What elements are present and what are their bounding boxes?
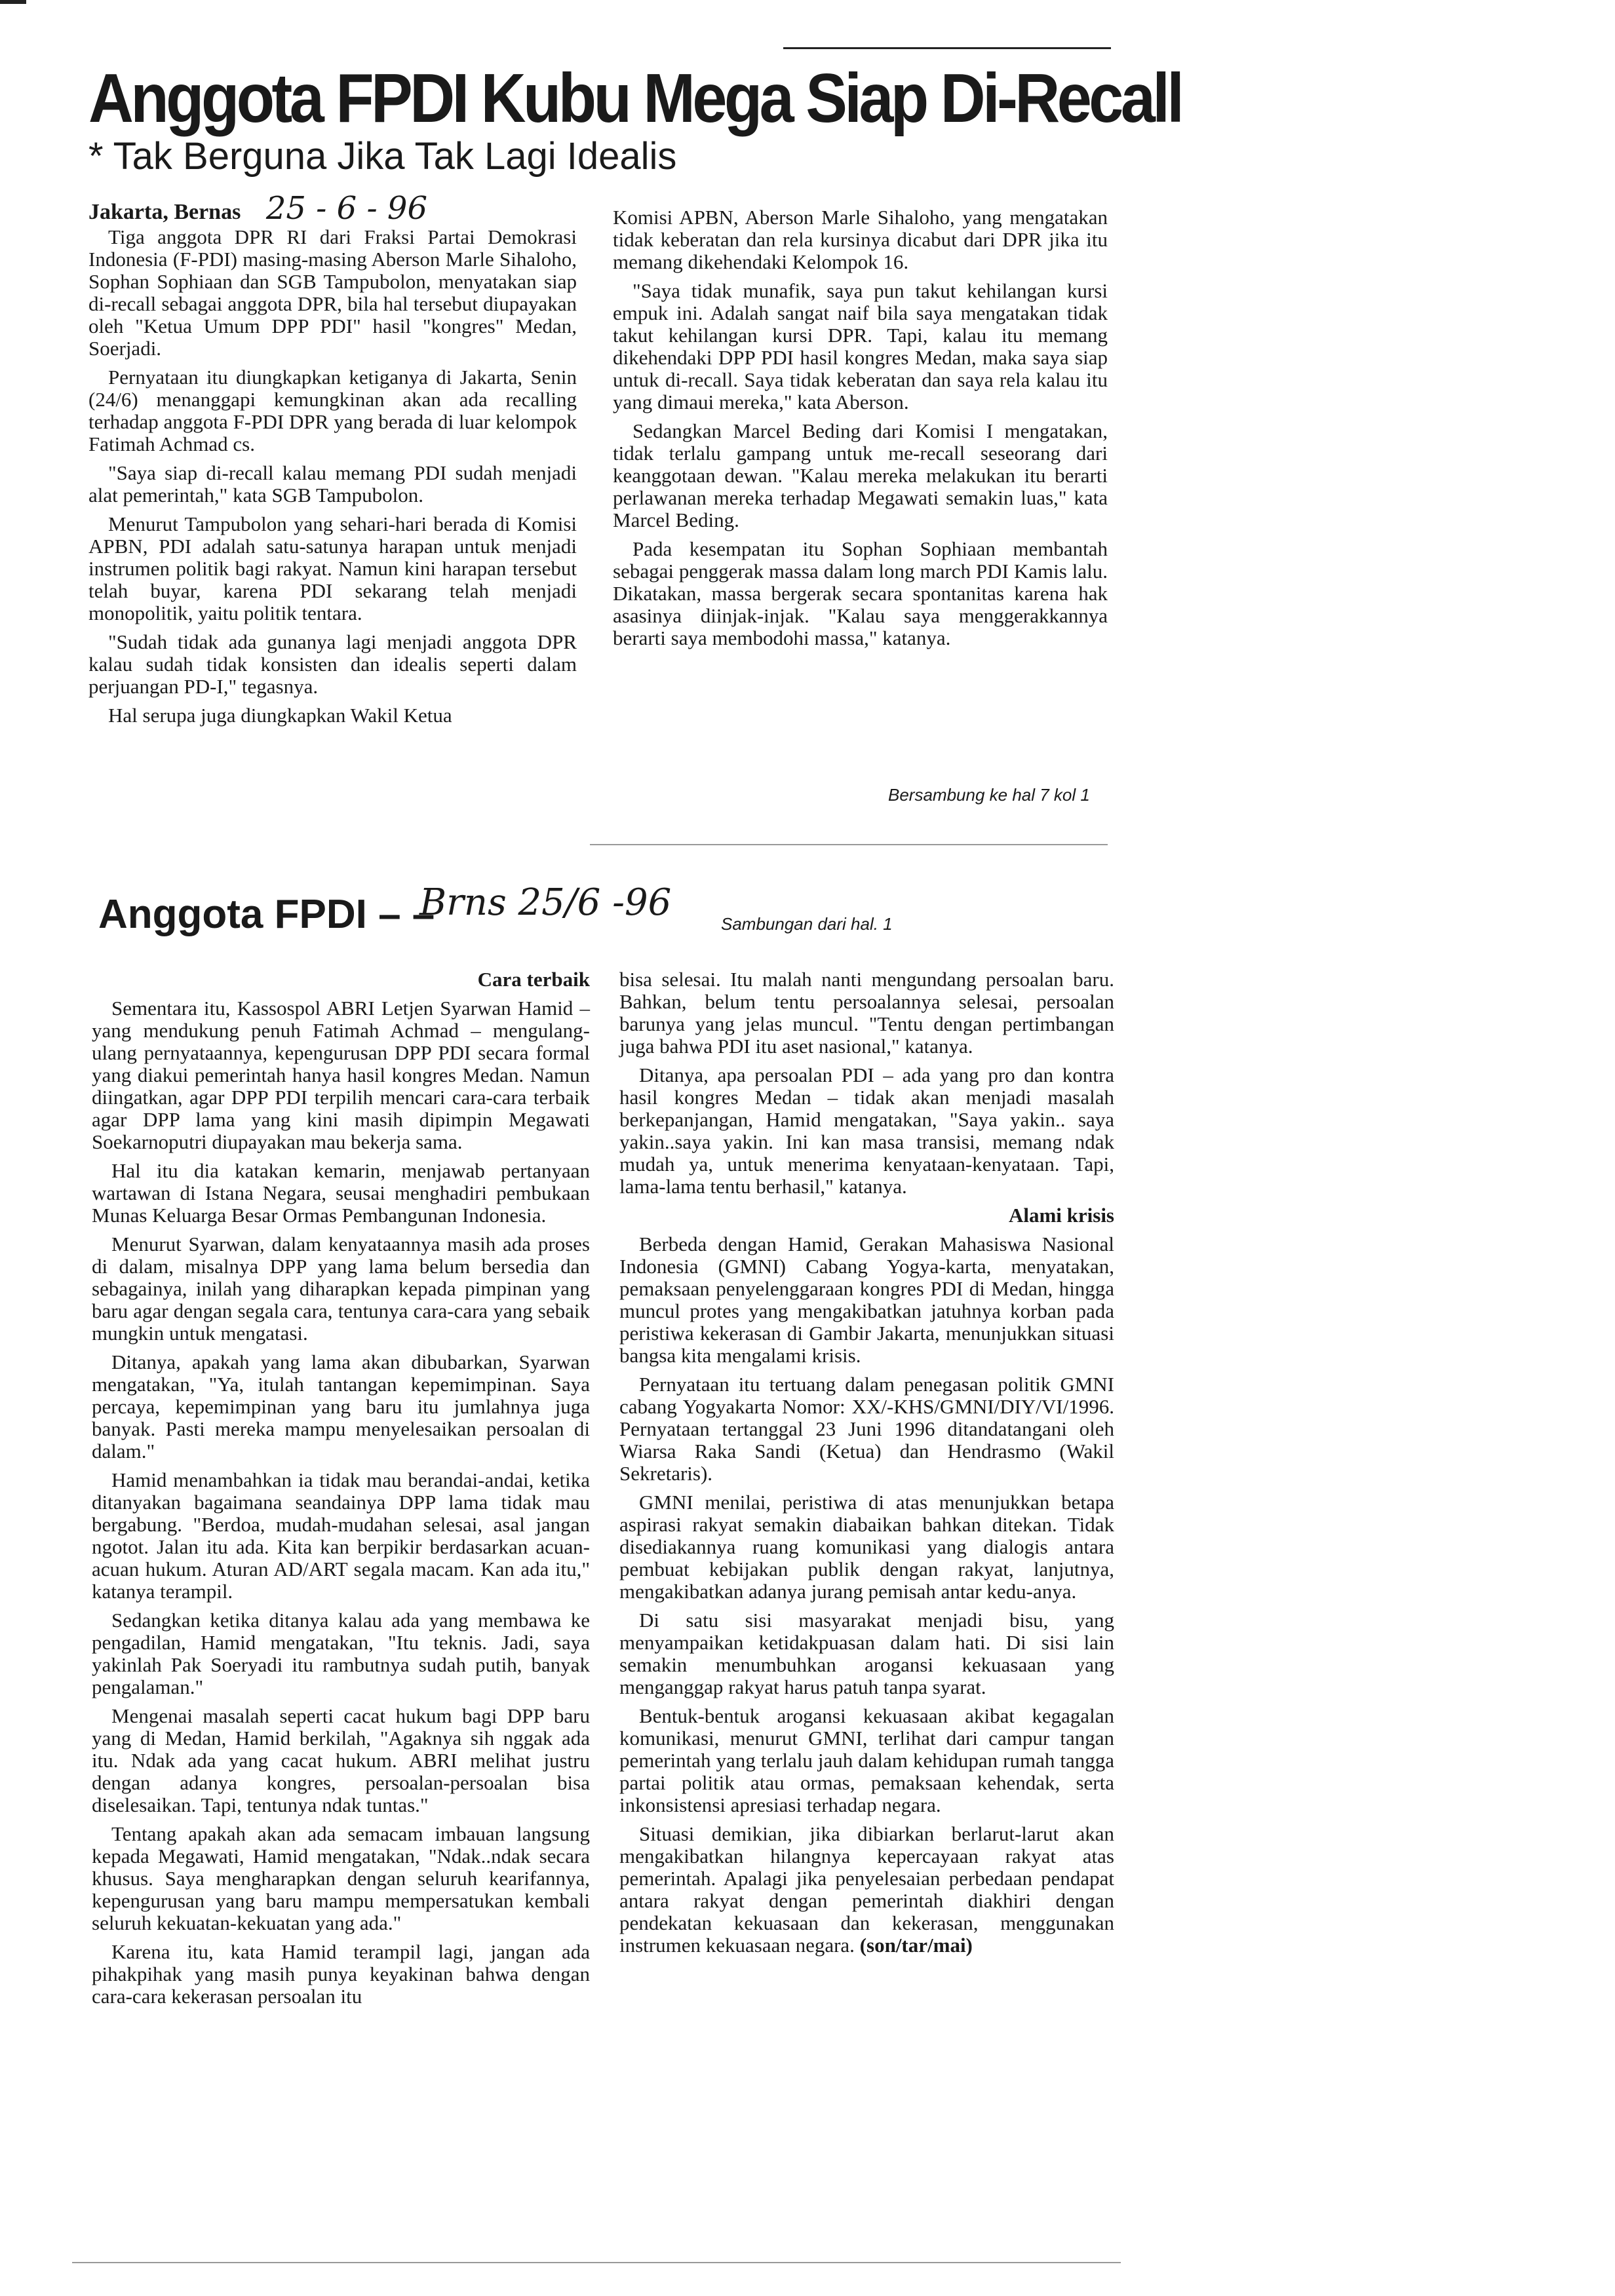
last-paragraph: [619, 1823, 1114, 1957]
paragraph: bisa selesai. Itu malah nanti mengundang persoalan baru. Bahkan, belum tentu persoalannya selesai, persoalan barunya yang jelas muncul. "Tentu dengan pertimbangan juga bahwa PDI itu aset nasional," katanya.: [619, 968, 1114, 1058]
paragraph: Tentang apakah akan ada semacam imbauan langsung kepada Megawati, Hamid mengatakan, "Ndak..ndak secara khusus. Saya mengharapkan dengan seluruh kearifannya, kepengurusan yang baru mampu mempersatukan kembali seluruh kekuatan-kekuatan yang ada.": [92, 1822, 590, 1934]
paragraph: Ditanya, apakah yang lama akan dibubarkan, Syarwan mengatakan, "Ya, itulah tantangan kepemimpinan. Saya percaya, kepemimpinan yang baru itu jumlahnya juga banyak. Pasti mereka mampu menyelesaikan persoalan di dalam.": [92, 1350, 590, 1463]
paragraph: Hamid menambahkan ia tidak mau berandai-andai, ketika ditanyakan bagaimana seandainya DPP lama tidak mau bergabung. "Berdoa, mudah-mudahan selesai, asal jangan ngotot. Jalan itu ada. Kita kan berpikir berdasarkan acuan-acuan hukum. Aturan AD/ART segala macam. Kan ada itu," katanya terampil.: [92, 1468, 590, 1603]
continuation-headline: Anggota FPDI – –: [98, 892, 435, 937]
paragraph: Mengenai masalah seperti cacat hukum bagi DPP baru yang di Medan, Hamid berkilah, "Agaknya sih nggak ada itu. Ndak ada yang cacat hukum. ABRI melihat justru dengan adanya kongres, persoalan-persoalan bisa diselesaikan. Tapi, tentunya ndak tuntas.": [92, 1704, 590, 1816]
corner-mark: [0, 0, 26, 4]
paragraph: Ditanya, apa persoalan PDI – ada yang pro dan kontra hasil kongres Medan – tidak akan menjadi masalah berkepanjangan, Hamid mengatakan, "Saya yakin.. saya yakin..saya yakin. Ini kan masa transisi, memang ndak mudah ya, untuk menerima kenyataan-kenyataan. Tapi, lama-lama tentu berhasil," katanya.: [619, 1063, 1114, 1198]
paragraph: Menurut Syarwan, dalam kenyataannya masih ada proses di dalam, misalnya DPP yang lama belum bersedia dan sebagainya, inilah yang diharapkan kepada pimpinan yang baru agar dengan segala cara, tentunya cara-cara yang sebaik mungkin untuk mengatasi.: [92, 1233, 590, 1345]
paragraph: Sedangkan ketika ditanya kalau ada yang membawa ke pengadilan, Hamid mengatakan, "Itu teknis. Jadi, saya yakinlah Pak Soeryadi itu rambutnya sudah putih, banyak pengalaman.": [92, 1609, 590, 1698]
dateline-row: [88, 190, 427, 227]
dateline: Jakarta, Bernas: [88, 200, 241, 224]
article2-column-2: [619, 968, 1114, 1963]
top-rule: [783, 47, 1111, 49]
paragraph: Bentuk-bentuk arogansi kekuasaan akibat kegagalan komunikasi, menurut GMNI, terlihat dari campur tangan pemerintah yang terlalu jauh dalam kehidupan rumah tangga partai politik atau ormas, pemaksaan kehendak, serta inkonsistensi apresiasi terhadap negara.: [619, 1704, 1114, 1816]
paragraph: GMNI menilai, peristiwa di atas menunjukkan betapa aspirasi rakyat semakin diabaikan bahkan ditekan. Tidak disediakannya ruang komunikasi yang dialogis antara pembuat kebijakan publik dengan rakyat, lanjutnya, mengakibatkan adanya jurang pemisah antar kedu-anya.: [619, 1491, 1114, 1603]
continued-note: Bersambung ke hal 7 kol 1: [888, 785, 1090, 805]
paragraph: Komisi APBN, Aberson Marle Sihaloho, yang mengatakan tidak keberatan dan rela kursinya dicabut dari DPR jika itu memang dikehendaki Kelompok 16.: [613, 206, 1108, 273]
paragraph: Pernyataan itu tertuang dalam penegasan politik GMNI cabang Yogyakarta Nomor: XX/-KHS/GMNI/DIY/VI/1996. Pernyataan tertanggal 23 Juni 1996 ditandatangani oleh Wiarsa Raka Sandi (Ketua) dan Hendrasmo (Wakil Sekretaris).: [619, 1373, 1114, 1485]
article1-column-2: [613, 206, 1108, 656]
signoff: (son/tar/mai): [859, 1934, 973, 1957]
paragraph: "Saya siap di-recall kalau memang PDI sudah menjadi alat pemerintah," kata SGB Tampubolon.: [88, 461, 577, 507]
article2-column-1: [92, 968, 590, 2014]
paragraph: Sementara itu, Kassospol ABRI Letjen Syarwan Hamid – yang mendukung penuh Fatimah Achmad – mengulang-ulang pernyataannya, kepengurusan DPP PDI secara formal yang diakui pemerintah hanya hasil kongres Medan. Namun diingatkan, agar DPP PDI terpilih mencari cara-cara terbaik agar DPP lama yang kini masih dipimpin Megawati Soekarnoputri diupayakan mau bekerja sama.: [92, 997, 590, 1153]
bottom-rule: [72, 2262, 1121, 2263]
paragraph: Hal serupa juga diungkapkan Wakil Ketua: [108, 704, 452, 727]
article1-column-1: [88, 226, 577, 733]
last-paragraph-text: Situasi demikian, jika dibiarkan berlarut-larut akan mengakibatkan hilangnya kepercayaan rakyat atas pemerintah. Apalagi jika penyelesaian perbedaan pendapat antara rakyat dengan pemerintah diakhiri dengan pendekatan kekuasaan dan kekerasan, menggunakan instrumen kekuasaan negara.: [619, 1822, 1114, 1957]
paragraph: "Sudah tidak ada gunanya lagi menjadi anggota DPR kalau sudah tidak konsisten dan idealis seperti dalam perjuangan PD-I," tegasnya.: [88, 630, 577, 698]
paragraph: Berbeda dengan Hamid, Gerakan Mahasiswa Nasional Indonesia (GMNI) Cabang Yogya-karta, menyatakan, pemaksaan penyelenggaraan kongres PDI di Medan, hingga muncul protes yang mengakibatkan jatuhnya korban pada peristiwa kekerasan di Gambir Jakarta, menunjukkan situasi bangsa kita mengalami krisis.: [619, 1233, 1114, 1367]
subheadline: * Tak Berguna Jika Tak Lagi Idealis: [88, 135, 677, 178]
continuation-label: Sambungan dari hal. 1: [721, 914, 893, 934]
paragraph: Di satu sisi masyarakat menjadi bisu, yang menyampaikan ketidakpuasan dalam hati. Di sisi lain semakin menumbuhkan arogansi kekuasaan yang menganggap rakyat harus patuh tanpa syarat.: [619, 1609, 1114, 1698]
subhead-alami-krisis: Alami krisis: [1008, 1204, 1114, 1227]
subhead-cara-terbaik: Cara terbaik: [477, 968, 590, 991]
handwritten-note: Brns 25/6 -96: [419, 881, 672, 924]
paragraph: Tiga anggota DPR RI dari Fraksi Partai Demokrasi Indonesia (F-PDI) masing-masing Aberson Marle Sihaloho, Sophan Sophiaan dan SGB Tampubolon, menyatakan siap di-recall sebagai anggota DPR, bila hal tersebut diupayakan oleh "Ketua Umum DPP PDI" hasil "kongres" Medan, Soerjadi.: [88, 225, 577, 360]
handwritten-date: 25 - 6 - 96: [265, 190, 427, 227]
paragraph: Menurut Tampubolon yang sehari-hari berada di Komisi APBN, PDI adalah satu-satunya harapan untuk menjadi instrumen politik bagi rakyat. Namun kini harapan tersebut telah buyar, karena PDI sekarang telah menjadi monopolitik, yaitu politik tentara.: [88, 512, 577, 624]
paragraph: Pada kesempatan itu Sophan Sophiaan membantah sebagai penggerak massa dalam long march PDI Kamis lalu. Dikatakan, massa bergerak secara spontanitas karena hak asasinya diinjak-injak. "Kalau saya menggerakkannya berarti saya membodohi massa," katanya.: [613, 537, 1108, 649]
paragraph: Sedangkan Marcel Beding dari Komisi I mengatakan, tidak terlalu gampang untuk me-recall seseorang dari keanggotaan dewan. "Kalau mereka melakukan itu berarti perlawanan mereka terhadap Megawati semakin luas," kata Marcel Beding.: [613, 419, 1108, 531]
headline: Anggota FPDI Kubu Mega Siap Di-Recall: [88, 60, 1182, 137]
headline-text: Anggota FPDI: [98, 892, 367, 937]
paragraph: Hal itu dia katakan kemarin, menjawab pertanyaan wartawan di Istana Negara, seusai menghadiri pembukaan Munas Keluarga Besar Ormas Pembangunan Indonesia.: [92, 1159, 590, 1227]
cut-line: [590, 844, 1108, 845]
paragraph: Pernyataan itu diungkapkan ketiganya di Jakarta, Senin (24/6) menanggapi kemungkinan akan ada recalling terhadap anggota F-PDI DPR yang berada di luar kelompok Fatimah Achmad cs.: [88, 366, 577, 455]
paragraph: Karena itu, kata Hamid terampil lagi, jangan ada pihakpihak yang masih punya keyakinan bahwa dengan cara-cara kekerasan persoalan itu: [92, 1940, 590, 2008]
paragraph: "Saya tidak munafik, saya pun takut kehilangan kursi empuk ini. Adalah sangat naif bila saya mengatakan tidak takut kehilangan kursi DPR. Tapi, kalau itu memang dikehendaki DPP PDI hasil kongres Medan, maka saya siap untuk di-recall. Saya tidak keberatan dan saya rela kalau itu yang dimaui mereka," kata Aberson.: [613, 279, 1108, 413]
